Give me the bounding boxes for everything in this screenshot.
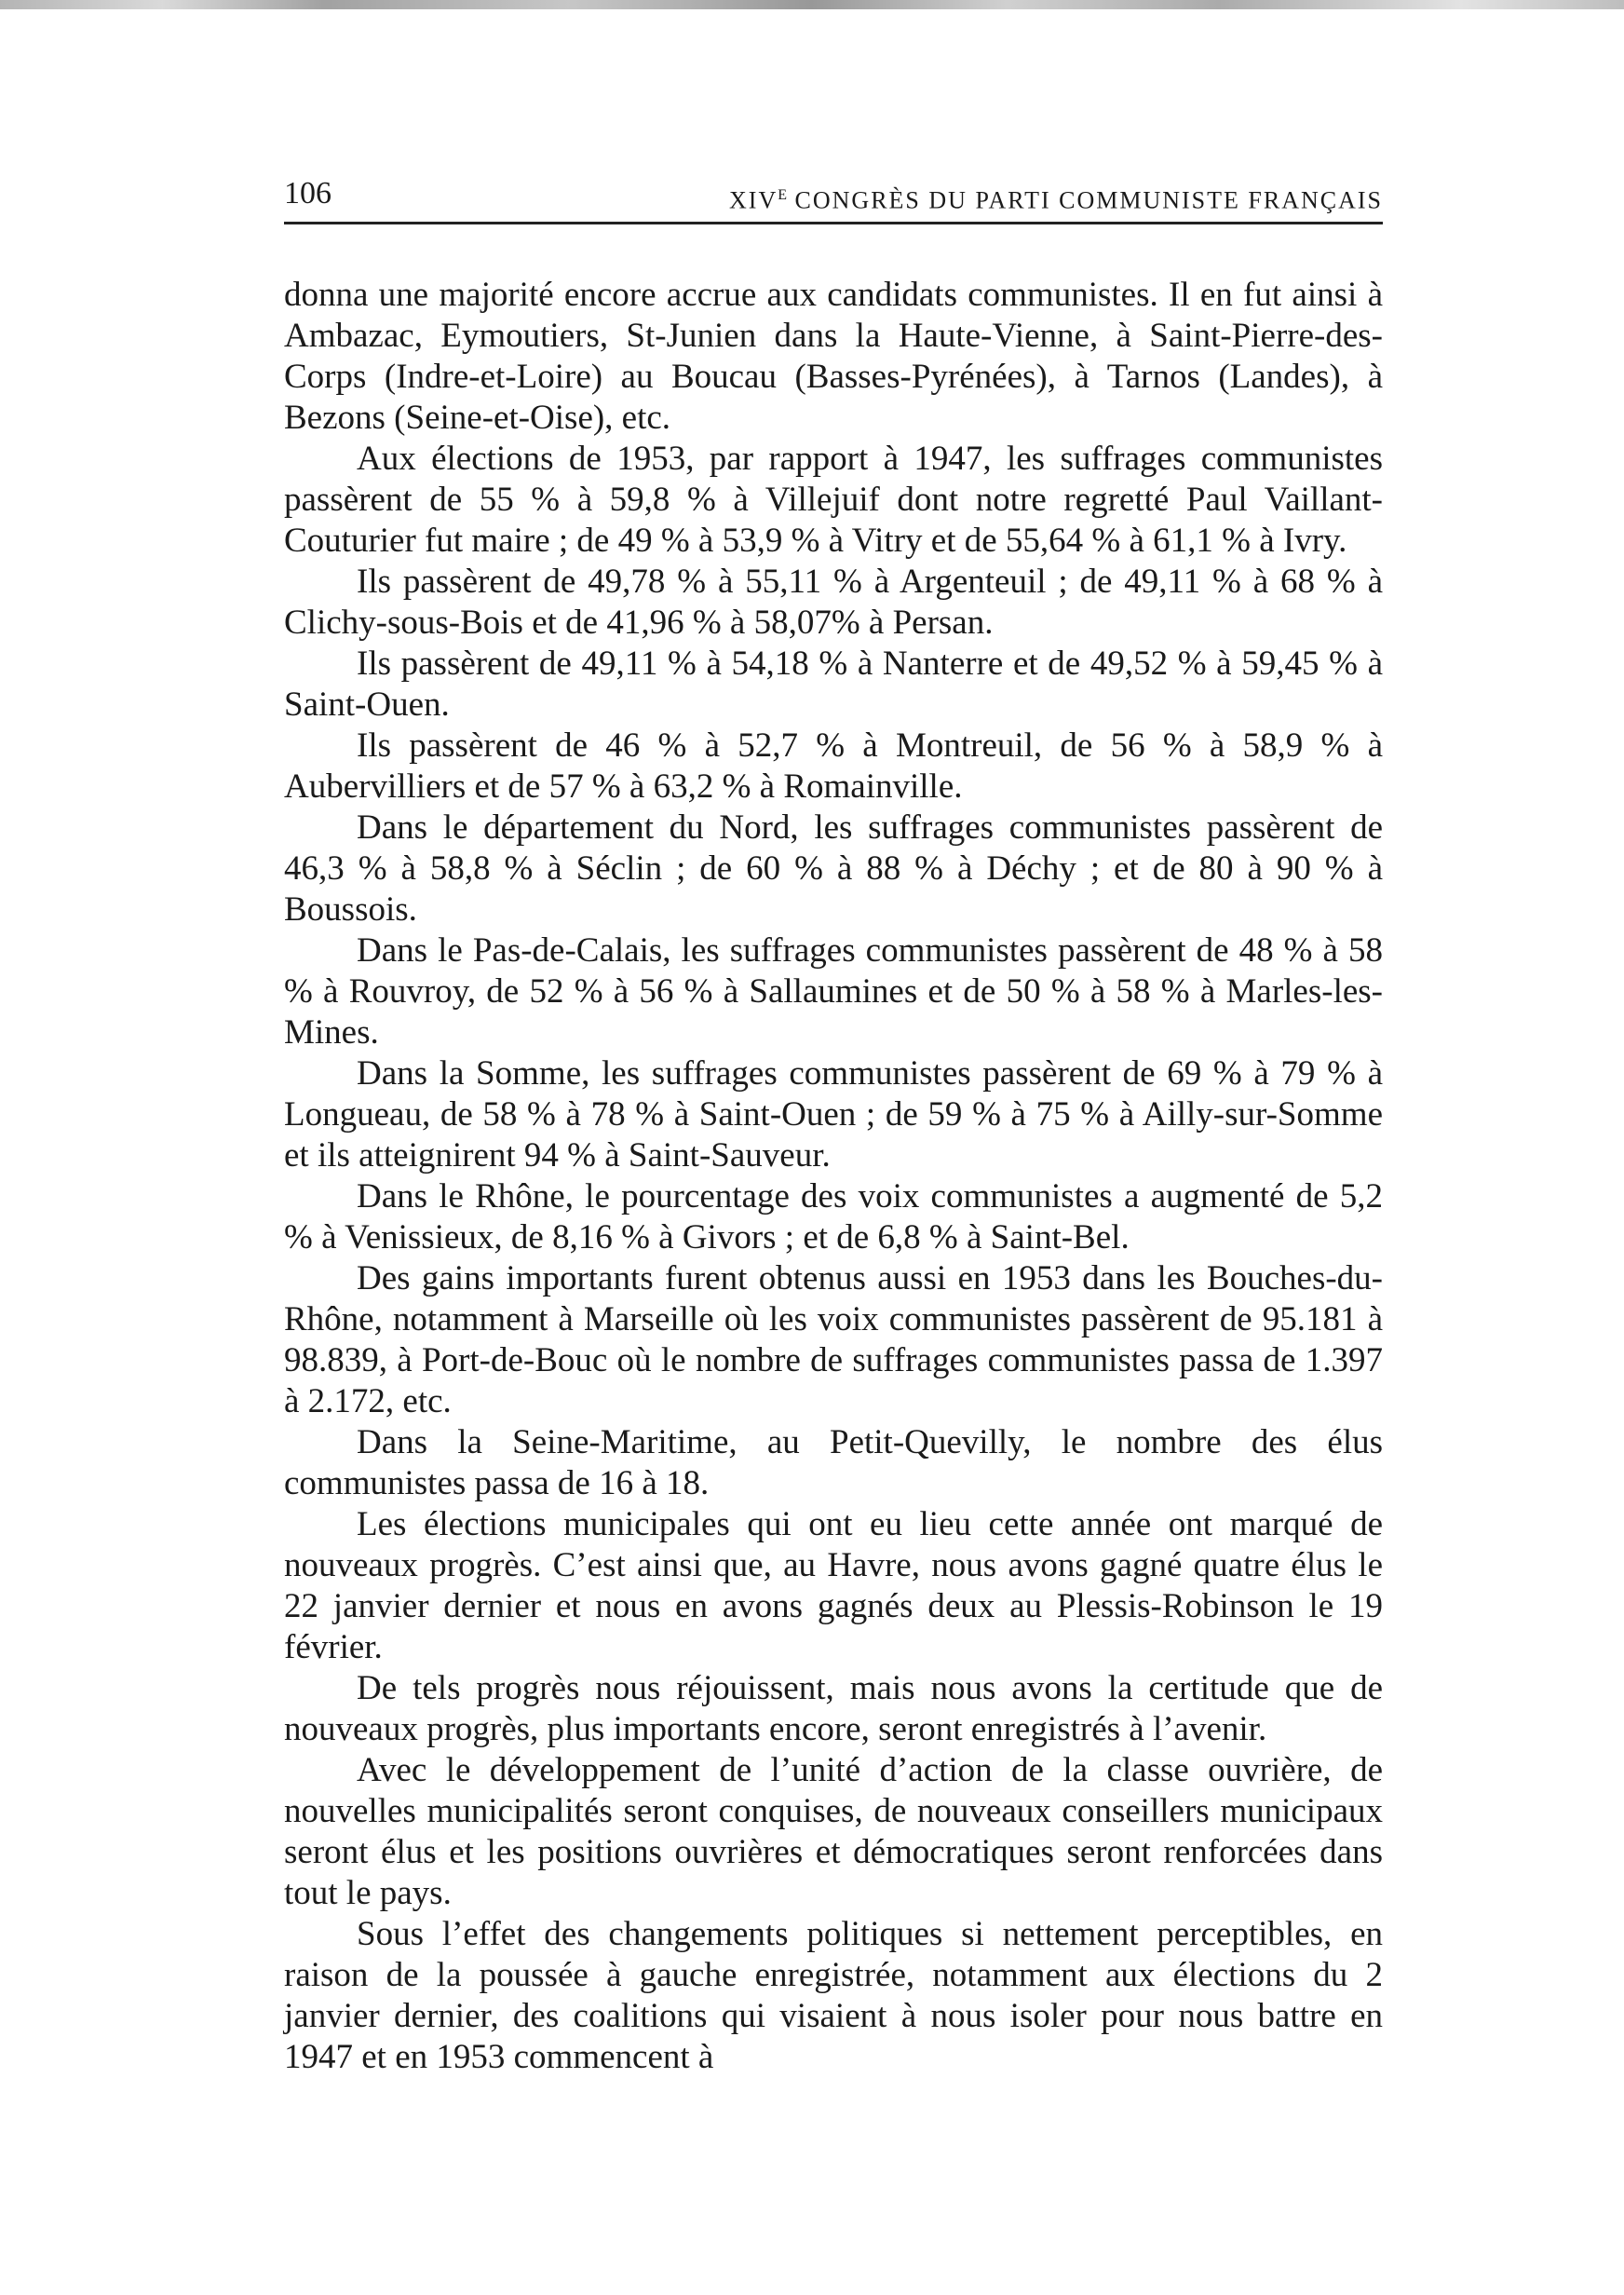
running-title-rest: CONGRÈS DU PARTI COMMUNISTE FRANÇAIS <box>787 186 1383 214</box>
page-number: 106 <box>284 176 332 210</box>
paragraph: De tels progrès nous réjouissent, mais nous avons la certitude que de nouveaux progrès, plus importants encore, seront enregistrés à l’avenir. <box>284 1669 1383 1748</box>
paragraph: Avec le développement de l’unité d’action de la classe ouvrière, de nouvelles municipalités seront conquises, de nouveaux conseillers municipaux seront élus et les positions ouvrières et démocratiques seront renforcées dans tout le pays. <box>284 1751 1383 1912</box>
page-header <box>284 168 1383 224</box>
paragraph: Ils passèrent de 49,11 % à 54,18 % à Nanterre et de 49,52 % à 59,45 % à Saint-Ouen. <box>284 645 1383 724</box>
paragraph: Sous l’effet des changements politiques si nettement perceptibles, en raison de la poussée à gauche enregistrée, notamment aux élections du 2 janvier dernier, des coalitions qui visaient à nous isoler pour nous battre en 1947 et en 1953 commencent à <box>284 1915 1383 2076</box>
running-title-sup: E <box>778 187 788 203</box>
running-title <box>729 179 1383 218</box>
paragraph: donna une majorité encore accrue aux candidats communistes. Il en fut ainsi à Ambazac, Eymoutiers, St-Junien dans la Haute-Vienne, à Saint-Pierre-des-Corps (Indre-et-Loire) au Boucau (Basses-Pyrénées), à Tarnos (Landes), à Bezons (Seine-et-Oise), etc. <box>284 276 1383 437</box>
running-title-roman: XIV <box>729 186 778 214</box>
paragraph: Les élections municipales qui ont eu lieu cette année ont marqué de nouveaux progrès. C’est ainsi que, au Havre, nous avons gagné quatre élus le 22 janvier dernier et nous en avons gagnés deux au Plessis-Robinson le 19 février. <box>284 1505 1383 1666</box>
paragraph: Aux élections de 1953, par rapport à 1947, les suffrages communistes passèrent de 55 % à 59,8 % à Villejuif dont notre regretté Paul Vaillant-Couturier fut maire ; de 49 % à 53,9 % à Vitry et de 55,64 % à 61,1 % à Ivry. <box>284 440 1383 560</box>
paragraph: Dans la Somme, les suffrages communistes passèrent de 69 % à 79 % à Longueau, de 58 % à 78 % à Saint-Ouen ; de 59 % à 75 % à Ailly-sur-Somme et ils atteignirent 94 % à Saint-Sauveur. <box>284 1054 1383 1175</box>
paragraph: Dans le département du Nord, les suffrages communistes passèrent de 46,3 % à 58,8 % à Séclin ; de 60 % à 88 % à Déchy ; et de 80 à 90 % à Boussois. <box>284 808 1383 929</box>
paragraph: Des gains importants furent obtenus aussi en 1953 dans les Bouches-du-Rhône, notamment à Marseille où les voix communistes passèrent de 95.181 à 98.839, à Port-de-Bouc où le nombre de suffrages communistes passa de 1.397 à 2.172, etc. <box>284 1259 1383 1420</box>
scan-top-edge <box>0 0 1624 9</box>
body-text <box>284 275 1383 2078</box>
paragraph: Dans le Pas-de-Calais, les suffrages communistes passèrent de 48 % à 58 % à Rouvroy, de 52 % à 56 % à Sallaumines et de 50 % à 58 % à Marles-les-Mines. <box>284 931 1383 1052</box>
paragraph: Ils passèrent de 49,78 % à 55,11 % à Argenteuil ; de 49,11 % à 68 % à Clichy-sous-Bois et de 41,96 % à 58,07% à Persan. <box>284 563 1383 642</box>
paragraph: Dans la Seine-Maritime, au Petit-Quevilly, le nombre des élus communistes passa de 16 à 18. <box>284 1423 1383 1502</box>
paragraph: Ils passèrent de 46 % à 52,7 % à Montreuil, de 56 % à 58,9 % à Aubervilliers et de 57 % à 63,2 % à Romainville. <box>284 727 1383 806</box>
paragraph: Dans le Rhône, le pourcentage des voix communistes a augmenté de 5,2 % à Venissieux, de 8,16 % à Givors ; et de 6,8 % à Saint-Bel. <box>284 1177 1383 1256</box>
